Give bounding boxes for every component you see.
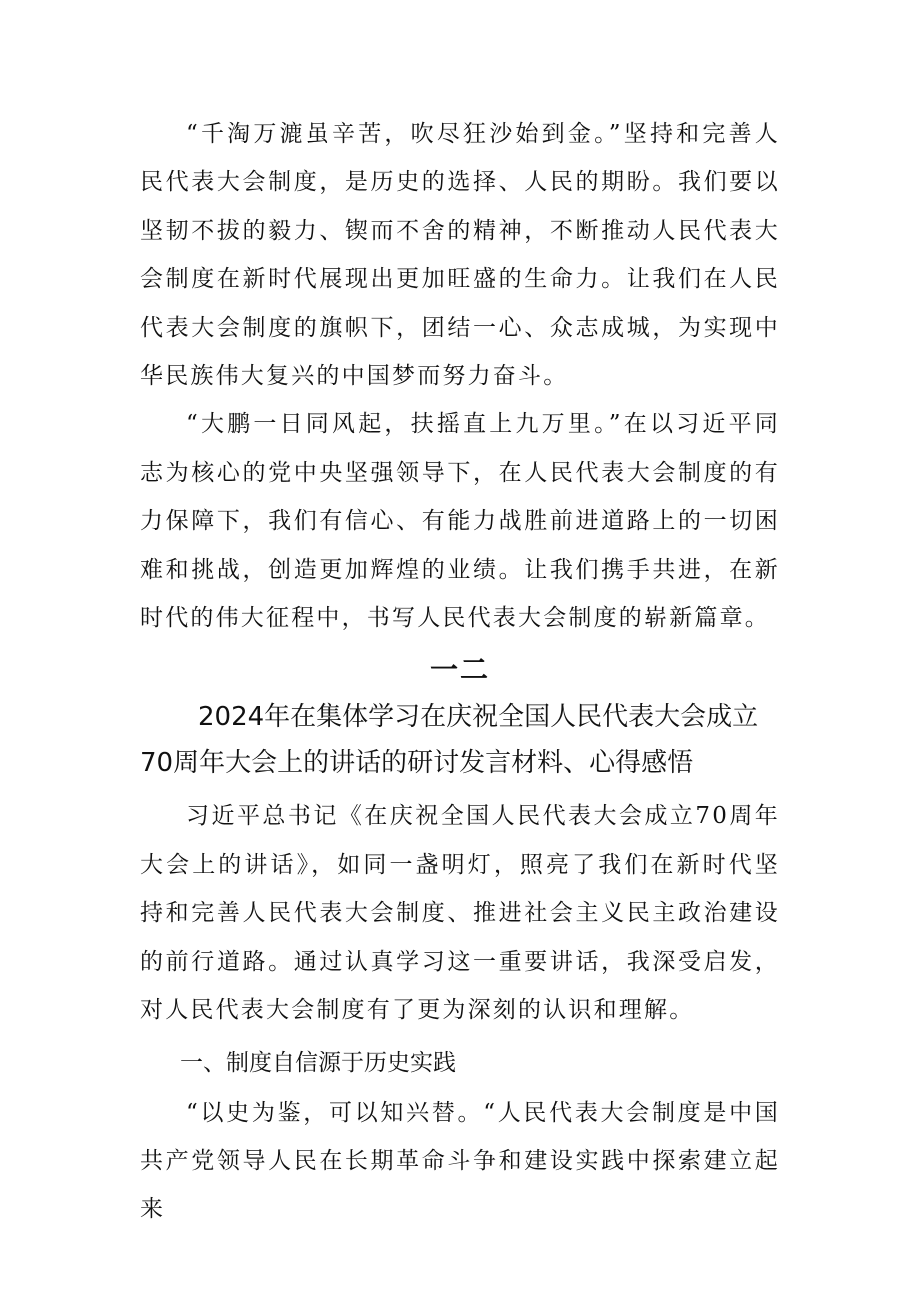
article-title: 2024年在集体学习在庆祝全国人民代表大会成立70周年大会上的讲话的研讨发言材料、心得感悟 xyxy=(140,702,759,779)
document-body xyxy=(140,110,780,1234)
paragraph-intro: 习近平总书记《在庆祝全国人民代表大会成立70周年大会上的讲话》，如同一盏明灯，照亮了我们在新时代坚持和完善人民代表大会制度、推进社会主义民主政治建设的前行道路。通过认真学习这一重要讲话，我深受启发，对人民代表大会制度有了更为深刻的认识和理解。 xyxy=(140,803,780,1024)
paragraph-conclusion-1: “千淘万漉虽辛苦，吹尽狂沙始到金。”坚持和完善人民代表大会制度，是历史的选择、人民的期盼。我们要以坚韧不拔的毅力、锲而不舍的精神，不断推动人民代表大会制度在新时代展现出更加旺盛的生命力。让我们在人民代表大会制度的旗帜下，团结一心、众志成城，为实现中华民族伟大复兴的中国梦而努力奋斗。 xyxy=(140,121,780,390)
paragraph-body: “以史为鉴，可以知兴替。“人民代表大会制度是中国共产党领导人民在长期革命斗争和建设实践中探索建立起来 xyxy=(140,1099,780,1223)
section-heading-1: 一、制度自信源于历史实践 xyxy=(180,1049,456,1076)
paragraph-conclusion-2: “大鹏一日同风起，扶摇直上九万里。”在以习近平同志为核心的党中央坚强领导下，在人民代表大会制度的有力保障下，我们有信心、有能力战胜前进道路上的一切困难和挑战，创造更加辉煌的业绩。让我们携手共进，在新时代的伟大征程中，书写人民代表大会制度的崭新篇章。 xyxy=(140,411,780,632)
section-number: 一二 xyxy=(429,653,490,687)
